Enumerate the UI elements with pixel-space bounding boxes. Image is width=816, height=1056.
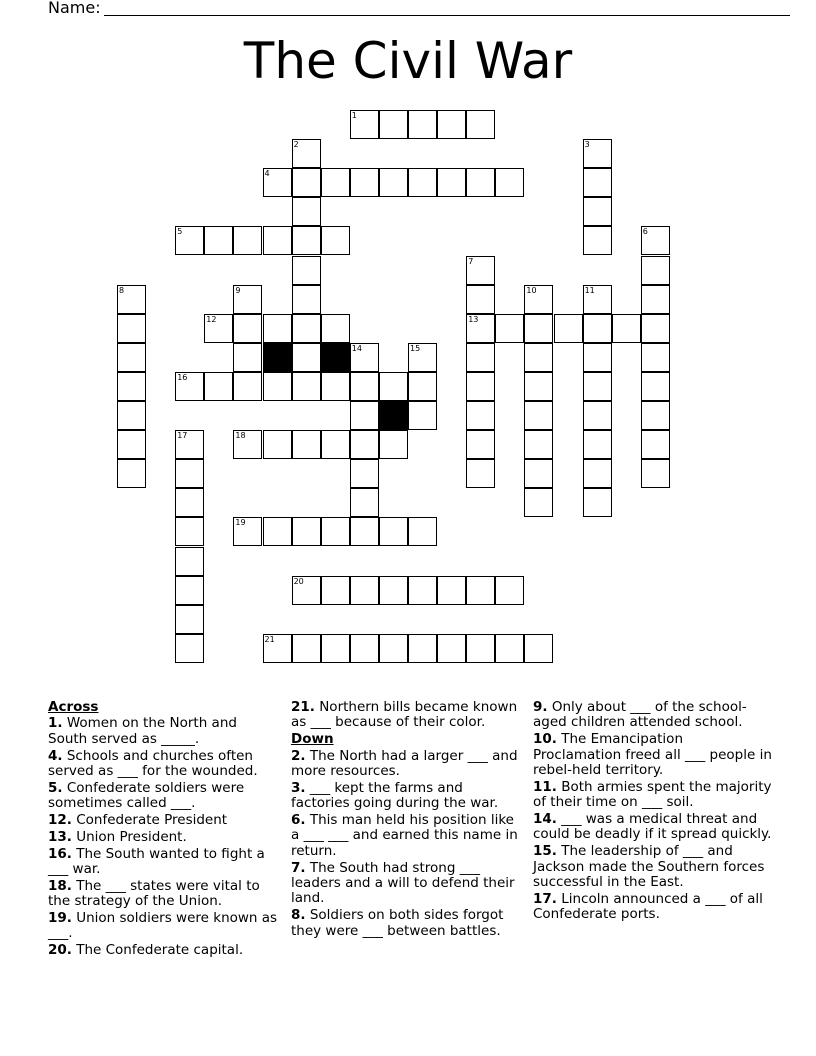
clue-text: Northern bills became known as ___ because of their color. [291,699,518,731]
clue-number: 14 [351,343,362,353]
crossword-cell[interactable] [466,343,495,372]
crossword-cell[interactable] [175,634,204,663]
crossword-cell[interactable] [641,459,670,488]
clue-number: 6 [642,227,648,237]
crossword-cell[interactable] [350,517,379,546]
crossword-cell[interactable] [233,517,262,546]
clue-number: 9. [533,699,548,715]
crossword-cell[interactable] [233,285,262,314]
crossword-cell[interactable] [175,488,204,517]
clue-number: 16. [48,845,72,862]
crossword-cell[interactable] [321,226,350,255]
crossword-cell[interactable] [408,372,437,401]
crossword-cell[interactable] [583,430,612,459]
crossword-cell[interactable] [408,634,437,663]
crossword-cell[interactable] [466,110,495,139]
crossword-cell[interactable] [379,576,408,605]
crossword-cell[interactable] [583,197,612,226]
crossword-cell[interactable] [524,343,553,372]
crossword-cell[interactable] [583,168,612,197]
crossword-cell[interactable] [117,459,146,488]
crossword-cell[interactable] [641,401,670,430]
crossword-cell[interactable] [321,517,350,546]
clue-number: 15 [410,343,421,353]
clue-text: Union soldiers were known as ___. [48,910,278,942]
crossword-cell[interactable] [524,488,553,517]
clue-text: The North had a larger ___ and more resources. [291,747,518,780]
crossword-cell[interactable] [466,634,495,663]
crossword-cell[interactable] [117,401,146,430]
down-clue [533,844,773,890]
crossword-cell[interactable] [292,314,321,343]
clue-text: The South had strong ___ leaders and a will to defend their land. [291,859,515,907]
across-clue [48,847,278,878]
crossword-cell[interactable] [350,488,379,517]
crossword-cell[interactable] [495,576,524,605]
crossword-cell[interactable] [466,285,495,314]
clue-number: 12. [48,812,72,829]
crossword-cell[interactable] [233,226,262,255]
down-clue [533,812,773,843]
crossword-cell[interactable] [263,168,292,197]
crossword-cell[interactable] [204,314,233,343]
crossword-cell[interactable] [292,343,321,372]
across-clue [48,813,278,828]
clue-text: Schools and churches often served as ___ for the wounded. [48,747,258,780]
crossword-cell[interactable] [292,430,321,459]
crossword-cell[interactable] [175,576,204,605]
crossword-cell[interactable] [292,197,321,226]
crossword-cell[interactable] [583,314,612,343]
crossword-cell[interactable] [350,168,379,197]
clue-number: 14. [533,811,557,828]
crossword-cell[interactable] [583,372,612,401]
clue-number: 5 [177,227,183,237]
crossword-cell[interactable] [263,634,292,663]
crossword-cell[interactable] [583,343,612,372]
down-heading: Down [291,731,334,748]
crossword-cell[interactable] [583,139,612,168]
clue-number: 12 [206,314,217,324]
clue-number: 16 [177,372,188,382]
crossword-cell[interactable] [233,430,262,459]
crossword-cell[interactable] [466,372,495,401]
crossword-cell[interactable] [641,430,670,459]
crossword-cell[interactable] [321,168,350,197]
crossword-cell[interactable] [117,372,146,401]
clue-number: 11. [533,778,557,795]
crossword-cell[interactable] [117,314,146,343]
crossword-cell[interactable] [321,314,350,343]
crossword-cell[interactable] [204,226,233,255]
crossword-cell[interactable] [641,314,670,343]
crossword-cell[interactable] [204,372,233,401]
crossword-cell[interactable] [408,576,437,605]
clue-number: 10 [526,285,537,295]
crossword-cell[interactable] [350,372,379,401]
clue-text: Only about ___ of the school-aged children attended school. [533,699,747,731]
crossword-cell[interactable] [408,517,437,546]
clue-number: 17 [177,431,188,441]
clues-column-2 [291,700,523,940]
crossword-cell[interactable] [292,576,321,605]
clue-text: Confederate soldiers were sometimes called ___. [48,779,245,812]
across-clue [48,879,278,910]
crossword-cell[interactable] [175,459,204,488]
crossword-cell[interactable] [175,517,204,546]
crossword-cell[interactable] [379,634,408,663]
down-clue [291,908,523,939]
clue-number: 10. [533,731,557,748]
crossword-cell[interactable] [263,314,292,343]
crossword-cell[interactable] [524,401,553,430]
crossword-cell[interactable] [292,634,321,663]
clue-number: 13 [468,314,479,324]
crossword-cell[interactable] [437,576,466,605]
down-clue [291,749,523,780]
clue-number: 20 [293,576,304,586]
crossword-cell[interactable] [641,343,670,372]
crossword-cell[interactable] [175,372,204,401]
down-clue [533,700,773,731]
crossword-cell[interactable] [408,343,437,372]
clue-number: 1. [48,715,63,732]
across-clue [48,716,278,747]
crossword-cell[interactable] [583,401,612,430]
crossword-cell[interactable] [350,343,379,372]
crossword-cell[interactable] [292,168,321,197]
crossword-cell[interactable] [466,168,495,197]
crossword-cell[interactable] [495,314,524,343]
crossword-cell[interactable] [321,634,350,663]
crossword-cell[interactable] [495,634,524,663]
crossword-cell[interactable] [117,343,146,372]
clue-number: 17. [533,890,557,907]
across-clue [291,700,523,731]
crossword-cell[interactable] [350,576,379,605]
crossword-cell[interactable] [321,430,350,459]
across-clue [48,911,278,942]
crossword-cell[interactable] [350,430,379,459]
crossword-cell[interactable] [292,139,321,168]
crossword-cell[interactable] [292,517,321,546]
crossword-cell[interactable] [263,226,292,255]
crossword-cell[interactable] [466,576,495,605]
crossword-cell[interactable] [583,459,612,488]
crossword-cell[interactable] [379,517,408,546]
clue-number: 8 [119,285,125,295]
crossword-cell[interactable] [466,256,495,285]
crossword-cell[interactable] [466,314,495,343]
crossword-black-cell [263,343,292,372]
clue-number: 15. [533,843,557,860]
crossword-cell[interactable] [350,401,379,430]
crossword-cell[interactable] [233,372,262,401]
across-clue [48,830,278,845]
crossword-cell[interactable] [408,168,437,197]
crossword-cell[interactable] [350,459,379,488]
clue-text: ___ was a medical threat and could be deadly if it spread quickly. [533,811,772,843]
crossword-black-cell [379,401,408,430]
clue-number: 19. [48,910,72,927]
clue-number: 20. [48,942,72,959]
crossword-cell[interactable] [408,110,437,139]
crossword-cell[interactable] [292,372,321,401]
crossword-cell[interactable] [263,430,292,459]
clue-text: Women on the North and South served as _____. [48,715,237,747]
crossword-cell[interactable] [175,605,204,634]
down-clue [291,781,523,812]
clue-number: 11 [584,285,595,295]
clue-text: Lincoln announced a ___ of all Confederate ports. [533,890,763,923]
crossword-cell[interactable] [350,634,379,663]
across-heading: Across [48,699,99,715]
clues-column-3 [533,700,773,924]
clue-text: The ___ states were vital to the strategy of the Union. [48,877,260,910]
crossword-cell[interactable] [175,430,204,459]
crossword-cell[interactable] [524,459,553,488]
clue-number: 9 [235,285,241,295]
clue-number: 21. [291,699,315,715]
crossword-cell[interactable] [583,285,612,314]
down-clue [291,861,523,907]
clue-text: The leadership of ___ and Jackson made the Southern forces successful in the East. [533,843,765,891]
down-clue [533,780,773,811]
crossword-cell[interactable] [233,343,262,372]
clue-text: The Emancipation Proclamation freed all ___ people in rebel-held territory. [533,731,772,779]
crossword-cell[interactable] [408,401,437,430]
crossword-cell[interactable] [554,314,583,343]
page-title: The Civil War [243,32,573,90]
crossword-cell[interactable] [321,576,350,605]
crossword-cell[interactable] [379,430,408,459]
clue-number: 7. [291,859,306,876]
crossword-cell[interactable] [175,547,204,576]
clue-text: The Confederate capital. [71,942,244,959]
clue-number: 8. [291,907,306,924]
crossword-cell[interactable] [524,285,553,314]
crossword-cell[interactable] [524,430,553,459]
clue-text: Soldiers on both sides forgot they were ___ between battles. [291,907,504,939]
clue-number: 19 [235,518,246,528]
crossword-cell[interactable] [117,430,146,459]
crossword-black-cell [321,343,350,372]
crossword-cell[interactable] [379,110,408,139]
crossword-cell[interactable] [524,372,553,401]
crossword-cell[interactable] [379,372,408,401]
crossword-cell[interactable] [321,372,350,401]
across-clue [48,943,278,958]
crossword-cell[interactable] [641,372,670,401]
clue-number: 6. [291,812,306,829]
crossword-cell[interactable] [641,226,670,255]
crossword-cell[interactable] [524,314,553,343]
down-clue [291,813,523,859]
clue-number: 5. [48,779,63,796]
crossword-cell[interactable] [350,110,379,139]
clue-number: 1 [351,111,357,120]
clue-number: 4. [48,747,63,764]
clue-text: The South wanted to fight a ___ war. [48,845,265,878]
clues-column-1 [48,700,278,960]
clue-number: 18 [235,431,246,441]
across-clue [48,781,278,812]
clue-number: 7 [468,256,474,266]
clue-number: 3 [584,140,590,150]
crossword-cell[interactable] [495,168,524,197]
crossword-cell[interactable] [437,634,466,663]
down-clue [533,892,773,923]
name-label: Name: [48,0,101,17]
crossword-cell[interactable] [437,168,466,197]
crossword-cell[interactable] [117,285,146,314]
crossword-cell[interactable] [612,314,641,343]
clue-text: This man held his position like a ___ ___ and earned this name in return. [291,812,518,859]
crossword-cell[interactable] [466,430,495,459]
clue-number: 4 [264,169,270,179]
clue-number: 3. [291,779,306,796]
crossword-cell[interactable] [292,285,321,314]
across-clue [48,749,278,780]
clue-number: 2 [293,140,299,150]
clue-number: 21 [264,634,275,644]
crossword-cell[interactable] [263,372,292,401]
clue-number: 18. [48,877,72,894]
crossword-cell[interactable] [292,256,321,285]
crossword-cell[interactable] [524,634,553,663]
clue-text: Both armies spent the majority of their time on ___ soil. [533,778,772,811]
crossword-cell[interactable] [233,314,262,343]
clue-text: ___ kept the farms and factories going during the war. [291,779,499,812]
down-clue [533,732,773,778]
crossword-cell[interactable] [583,488,612,517]
crossword-cell[interactable] [292,226,321,255]
crossword-cell[interactable] [379,168,408,197]
crossword-cell[interactable] [175,226,204,255]
crossword-cell[interactable] [641,256,670,285]
crossword-cell[interactable] [466,459,495,488]
crossword-cell[interactable] [466,401,495,430]
crossword-cell[interactable] [437,110,466,139]
crossword-cell[interactable] [583,226,612,255]
clue-number: 13. [48,828,72,845]
crossword-cell[interactable] [263,517,292,546]
crossword-cell[interactable] [641,285,670,314]
clue-text: Confederate President [71,812,228,829]
clue-number: 2. [291,747,306,764]
clue-text: Union President. [71,828,187,845]
